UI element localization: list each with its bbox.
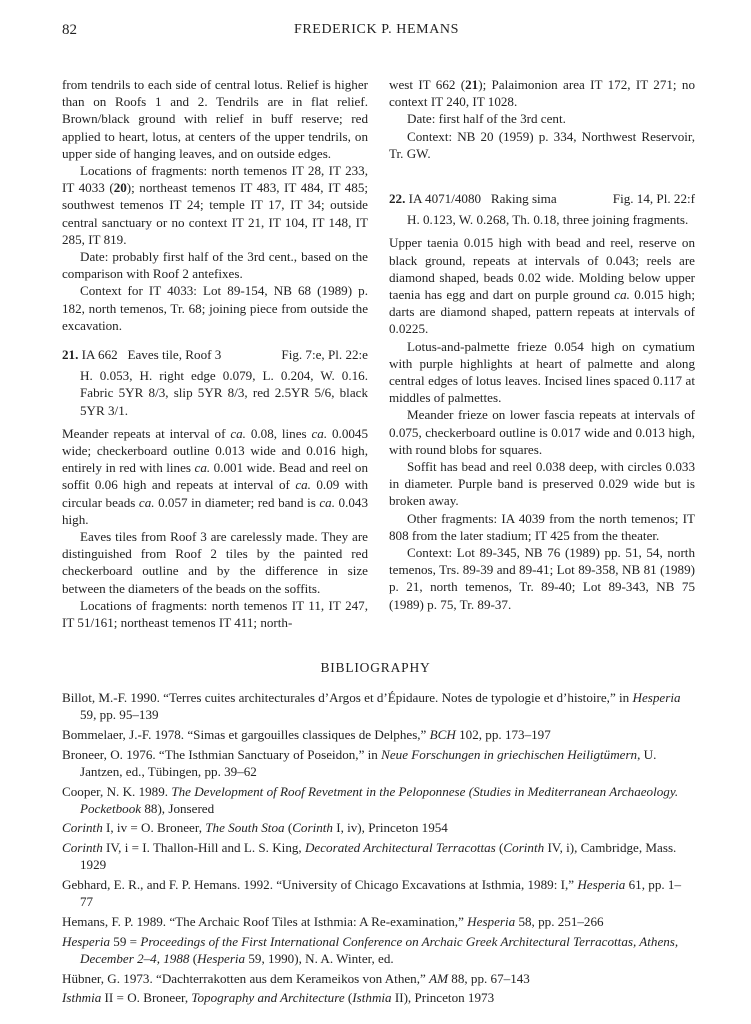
paragraph: Meander repeats at interval of ca. 0.08, lines ca. 0.0045 wide; checkerboard outline 0.013 wide and 0.016 high, entirely in red with lines ca. 0.001 wide. Bead and reel on soffit 0.06 high and repeats at interval of ca. 0.09 with circular beads ca. 0.057 in diameter; red band is ca. 0.043 high. <box>62 425 369 527</box>
bibliography-entry: Gebhard, E. R., and F. P. Hemans. 1992. “University of Chicago Excavations at Isthmia, 1989: I,” Hesperia 61, pp. 1–77 <box>62 877 682 910</box>
bibliography-heading: BIBLIOGRAPHY <box>320 660 431 675</box>
entry-title: IA 4071/4080 Raking sima <box>408 191 557 207</box>
running-header <box>62 22 691 42</box>
running-head-author: FREDERICK P. HEMANS <box>293 22 460 37</box>
paragraph: Eaves tiles from Roof 3 are carelessly made. They are distinguished from Roof 2 tiles by the painted red checkerboard outline and by the difference in size between the diameters of the beads on the soffits. <box>62 529 368 596</box>
paragraph: Date: probably first half of the 3rd cent., based on the comparison with Roof 2 antefixes. <box>62 249 368 282</box>
page-number: 82 <box>62 22 77 38</box>
catalogue-entry-heading <box>389 190 695 207</box>
entry-number: 21. <box>62 347 79 363</box>
bibliography-list <box>62 689 690 1009</box>
catalogue-entry-heading <box>62 346 368 363</box>
entry-title: IA 662 Eaves tile, Roof 3 <box>81 347 222 363</box>
bibliography-entry: Hübner, G. 1973. “Dachterrakotten aus dem Kerameikos von Athen,” AM 88, pp. 67–143 <box>62 970 530 986</box>
bibliography-entry: Hesperia 59 = Proceedings of the First International Conference on Archaic Greek Architectural Terracottas, Athens, December 2–4, 1988 (Hesperia 59, 1990), N. A. Winter, ed. <box>62 933 679 966</box>
bibliography-entry: Cooper, N. K. 1989. The Development of Roof Revetment in the Peloponnese (Studies in Mediterranean Archaeology. Pocketbook 88), Jonsered <box>62 783 679 816</box>
bibliography-entry: Isthmia II = O. Broneer, Topography and Architecture (Isthmia II), Princeton 1973 <box>62 990 495 1006</box>
paragraph: Other fragments: IA 4039 from the north temenos; IT 808 from the later stadium; IT 425 from the theater. <box>389 510 695 543</box>
paragraph: Lotus-and-palmette frieze 0.054 high on cymatium with purple highlights at heart of palmette and along central edges of lotus leaves. Incised lines spaced 0.117 at middles of palmettes. <box>389 338 695 406</box>
entry-figure-ref: Fig. 7:e, Pl. 22:e <box>281 347 368 363</box>
bibliography-entry: Bommelaer, J.-F. 1978. “Simas et gargouilles classiques de Delphes,” BCH 102, pp. 173–197 <box>62 726 551 742</box>
left-column <box>62 76 368 631</box>
entry-number: 22. <box>389 191 406 207</box>
paragraph: Locations of fragments: north temenos IT 11, IT 247, IT 51/161; northeast temenos IT 411; north- <box>62 597 368 631</box>
paragraph: Locations of fragments: north temenos IT 28, IT 233, IT 4033 (20); northeast temenos IT 483, IT 484, IT 485; southwest temenos IT 24; temple IT 17, IT 34; outside central sanctuary or no context IT 21, IT 104, IT 148, IT 285, IT 819. <box>62 163 368 247</box>
bibliography-entry: Billot, M.-F. 1990. “Terres cuites architecturales d’Argos et d’Épidaure. Notes de typologie et d’histoire,” in Hesperia 59, pp. 95–139 <box>62 690 681 723</box>
paragraph: west IT 662 (21); Palaimonion area IT 172, IT 271; no context IT 240, IT 1028. <box>389 77 695 110</box>
paragraph: Date: first half of the 3rd cent. <box>407 111 566 127</box>
paragraph: Soffit has bead and reel 0.038 deep, with circles 0.033 in diameter. Purple band is preserved 0.029 wide but is broken away. <box>389 459 695 509</box>
bibliography-entry: Hemans, F. P. 1989. “The Archaic Roof Tiles at Isthmia: A Re-examination,” Hesperia 58, pp. 251–266 <box>62 913 604 929</box>
paragraph: Context: NB 20 (1959) p. 334, Northwest Reservoir, Tr. GW. <box>389 128 695 161</box>
entry-measurements: H. 0.053, H. right edge 0.079, L. 0.204, W. 0.16. Fabric 5YR 8/3, slip 5YR 8/3, red 2.5YR 5/6, black 5YR 3/1. <box>80 368 368 418</box>
bibliography-entry: Corinth I, iv = O. Broneer, The South Stoa (Corinth I, iv), Princeton 1954 <box>62 820 448 836</box>
entry-figure-ref: Fig. 14, Pl. 22:f <box>612 191 695 207</box>
entry-measurements: H. 0.123, W. 0.268, Th. 0.18, three joining fragments. <box>407 212 689 228</box>
paragraph: Context: Lot 89-345, NB 76 (1989) pp. 51, 54, north temenos, Trs. 89-39 and 89-41; Lot 89-358, NB 81 (1989) p. 21, north temenos, Tr. 89-40; Lot 89-343, NB 75 (1989) p. 75, Tr. 89-37. <box>389 545 695 612</box>
paragraph: from tendrils to each side of central lotus. Relief is higher than on Roofs 1 and 2. Tendrils are in flat relief. Brown/black ground with relief in buff reserve; red applied to heart, lotus, at centers of the upper tendrils, on upper side of hanging leaves, and on outside edges. <box>62 77 368 161</box>
paragraph: Context for IT 4033: Lot 89-154, NB 68 (1989) p. 182, north temenos, Tr. 68; joining piece from outside the excavation. <box>62 283 368 333</box>
paragraph: Upper taenia 0.015 high with bead and reel, reserve on black ground, repeats at intervals of 0.043; reels are diamond shaped, beads 0.02 wide. Molding below upper taenia has egg and dart on purple ground ca. 0.015 high; darts are diamond shaped, pattern repeats at intervals of 0.0225. <box>389 235 695 337</box>
bibliography-entry: Broneer, O. 1976. “The Isthmian Sanctuary of Poseidon,” in Neue Forschungen in griechischen Heiligtümern, U. Jantzen, ed., Tübingen, pp. 39–62 <box>62 746 657 779</box>
bibliography-entry: Corinth IV, i = I. Thallon-Hill and L. S. King, Decorated Architectural Terracottas (Corinth IV, i), Cambridge, Mass. 1929 <box>62 840 677 873</box>
right-column <box>389 76 695 613</box>
paragraph: Meander frieze on lower fascia repeats at intervals of 0.075, checkerboard outline is 0.017 wide and 0.013 high, with round blobs for squares. <box>389 407 695 457</box>
